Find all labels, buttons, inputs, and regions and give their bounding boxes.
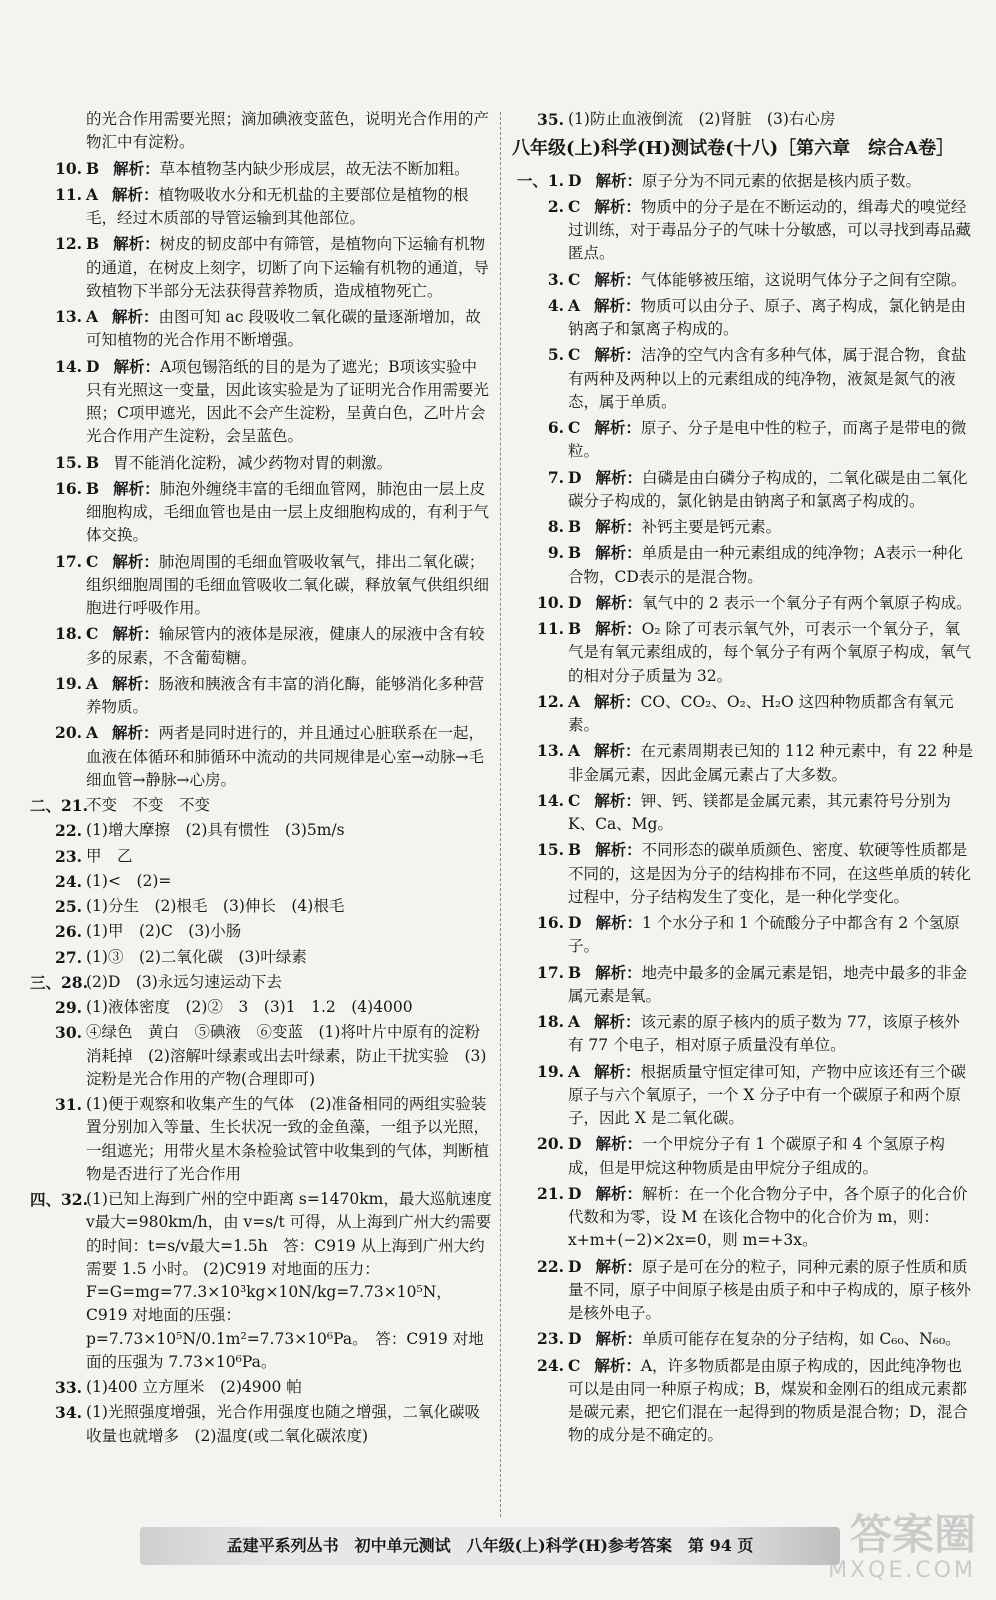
- answer-item: [30, 794, 492, 817]
- watermark-title: 答案圈: [849, 1510, 976, 1559]
- answer-text: 树皮的韧皮部中有筛管，是植物向下运输有机物的通道，在树皮上刻字，切断了向下运输有机物的通道，导致植物下半部分无法获得营养物质，造成植物死亡。: [86, 235, 490, 300]
- answer-text: 物质中的分子是在不断运动的，缉毒犬的嗅觉经过训练，对于毒品分子的气味十分敏感，可以寻找到毒品藏匿点。: [568, 197, 972, 263]
- answer-text: 原子分为不同元素的依据是核内质子数。: [641, 171, 921, 190]
- answer-text: 钾、钙、镁都是金属元素，其元素符号分别为 K、Ca、Mg。: [568, 791, 951, 833]
- analysis-label: 解析：: [112, 184, 159, 204]
- answer-item: [512, 195, 974, 266]
- answer-body: [86, 1021, 492, 1091]
- answer-text: A，许多物质都是由原子构成的，因此纯净物也可以是由同一种原子构成；B，煤炭和金刚石的组成元素都是碳元素，把它们混在一起得到的物质是混合物；D，混合物的成分是不确定的。: [568, 1356, 968, 1445]
- answer-body: [86, 355, 492, 449]
- answer-text: 肺泡外缠绕丰富的毛细血管网，肺泡由一层上皮细胞构成，毛细血管也是由一层上皮细胞构成的，有利于气体交换。: [86, 479, 490, 545]
- answer-text: 洁净的空气内含有多种气体，属于混合物，食盐有两种及两种以上的元素组成的纯净物，液氮是氮气的液态，属于单质。: [568, 346, 967, 411]
- answer-body: [86, 819, 492, 842]
- question-number: 10.: [537, 592, 564, 612]
- question-number: 15.: [537, 840, 564, 860]
- question-number: 22.: [55, 821, 82, 841]
- answer-item: [512, 591, 974, 615]
- question-number: 30.: [55, 1023, 82, 1043]
- question-number: 16.: [537, 913, 564, 932]
- answer-text: 气体能够被压缩，这说明气体分子之间有空隙。: [640, 270, 967, 289]
- question-number: 23.: [55, 846, 82, 866]
- analysis-label: 解析：: [595, 592, 642, 612]
- answer-item: [30, 895, 492, 918]
- answer-body: [86, 1093, 492, 1186]
- answer-body: [568, 591, 974, 615]
- answer-choice: B: [568, 517, 582, 536]
- answer-body: [86, 477, 492, 548]
- question-number: 二、21.: [30, 796, 88, 815]
- question-number: 23.: [537, 1329, 564, 1349]
- answer-item: [512, 1132, 974, 1180]
- answer-item: [30, 1376, 492, 1399]
- answer-text: 在元素周期表已知的 112 种元素中，有 22 种是非金属元素，因此金属元素占了大多数。: [568, 742, 974, 784]
- answer-choice: A: [568, 1061, 581, 1081]
- question-number: 3.: [547, 269, 564, 289]
- answer-item: [30, 672, 492, 720]
- answer-text: (1)分生 (2)根毛 (3)伸长 (4)根毛: [86, 897, 345, 915]
- question-number: 三、28.: [30, 972, 88, 992]
- question-number: 6.: [547, 418, 564, 437]
- answer-item: [512, 169, 974, 193]
- answer-choice: A: [86, 723, 99, 743]
- answer-text: (1)便于观察和收集产生的气体 (2)准备相同的两组实验装置分别加入等量、生长状况一致的金鱼藻，一组予以光照，一组遮光；用带火星木条检验试管中收集到的气体，判断植物是否进行了光合作用: [86, 1095, 490, 1183]
- answer-text: 该元素的原子核内的质子数为 77，该原子核外有 77 个电子，相对原子质量没有单位。: [568, 1013, 960, 1055]
- question-number: 12.: [537, 691, 564, 711]
- answer-item: [30, 451, 492, 475]
- answer-choice: A: [86, 307, 99, 326]
- question-number: 17.: [537, 962, 564, 982]
- answer-text: 输尿管内的液体是尿液，健康人的尿液中含有较多的尿素，不含葡萄糖。: [86, 625, 485, 667]
- answer-text: (1)光照强度增强，光合作用强度也随之增强，二氧化碳吸收量也就增多 (2)温度(或二氧化碳浓度): [86, 1403, 480, 1445]
- answer-text: 根据质量守恒定律可知，产物中应该还有三个碳原子与六个氧原子，一个 X 分子中有一个碳原子和两个原子，因此 X 是二氧化碳。: [568, 1062, 967, 1127]
- answer-text: 由图可知 ac 段吸收二氧化碳的量逐渐增加，故可知植物的光合作用不断增强。: [86, 308, 481, 350]
- answer-body: [86, 946, 492, 969]
- answer-choice: D: [568, 170, 582, 190]
- question-number: 2.: [547, 196, 564, 216]
- analysis-label: 解析：: [594, 345, 641, 365]
- analysis-label: 解析：: [595, 619, 642, 638]
- answer-body: [86, 845, 492, 868]
- answer-body: [568, 515, 974, 539]
- answer-item: [512, 416, 974, 464]
- column-divider: [500, 112, 501, 1517]
- answer-text: 单质是由一种元素组成的纯净物；A表示一种化合物，CD表示的是混合物。: [568, 544, 963, 586]
- answer-body: [86, 157, 492, 181]
- answer-choice: A: [86, 673, 99, 693]
- answer-body: [568, 343, 974, 414]
- question-number: 一、1.: [516, 170, 564, 190]
- answer-item: [30, 157, 492, 181]
- question-number: 16.: [55, 478, 82, 498]
- question-number: 33.: [55, 1378, 82, 1397]
- answer-text: 地壳中最多的金属元素是铝，地壳中最多的非金属元素是氧。: [568, 963, 968, 1005]
- answer-item: [512, 466, 974, 514]
- answer-text: (1)增大摩擦 (2)具有惯性 (3)5m/s: [86, 821, 345, 840]
- continued-text: 的光合作用需要光照；滴加碘液变蓝色，说明光合作用的产物汇中有淀粉。: [86, 110, 490, 152]
- answer-item: [512, 108, 974, 131]
- answer-text: 单质可能存在复杂的分子结构，如 C₆₀、N₆₀。: [641, 1330, 961, 1349]
- analysis-label: 解析：: [595, 913, 642, 932]
- answer-choice: B: [568, 840, 582, 860]
- answer-item: [30, 477, 492, 548]
- question-number: 31.: [55, 1095, 82, 1114]
- answer-body: [86, 920, 492, 943]
- answer-text: 物质可以由分子、原子、离子构成，氯化钠是由钠离子和氯离子构成的。: [568, 296, 967, 338]
- answer-choice: C: [568, 1355, 581, 1375]
- answer-choice: C: [568, 345, 581, 365]
- answer-choice: D: [86, 356, 100, 376]
- answer-choice: A: [86, 184, 99, 204]
- question-number: 11.: [537, 619, 564, 638]
- answer-choice: D: [568, 1134, 582, 1154]
- answer-item: [512, 541, 974, 589]
- answer-body: [568, 1255, 974, 1326]
- analysis-label: 解析：: [113, 158, 160, 178]
- answer-item: [512, 789, 974, 837]
- analysis-label: 解析：: [594, 1012, 641, 1031]
- question-number: 5.: [547, 345, 564, 365]
- answer-body: [86, 672, 492, 720]
- answer-choice: C: [86, 551, 99, 571]
- analysis-label: 解析：: [594, 418, 641, 437]
- answer-choice: A: [568, 1012, 581, 1031]
- answer-text: CO、CO₂、O₂、H₂O 这四种物质都含有氧元素。: [568, 692, 954, 734]
- analysis-label: 解析：: [594, 269, 641, 289]
- answer-choice: C: [568, 269, 581, 289]
- answer-item: [512, 343, 974, 414]
- answer-text: 肺泡周围的毛细血管吸收氧气，排出二氧化碳；组织细胞周围的毛细血管吸收二氧化碳，释放氧气供组织细胞进行呼吸作用。: [86, 552, 490, 617]
- answer-choice: B: [86, 478, 100, 498]
- answer-body: [568, 1327, 974, 1351]
- question-number: 9.: [547, 543, 564, 563]
- watermark-url: MXQE.COM: [828, 1558, 976, 1583]
- answer-item: [30, 183, 492, 231]
- question-number: 24.: [537, 1355, 564, 1375]
- question-number: 25.: [55, 897, 82, 916]
- answer-choice: C: [568, 790, 581, 810]
- answer-choice: D: [568, 1329, 582, 1349]
- question-number: 12.: [55, 234, 82, 254]
- answer-choice: B: [568, 619, 582, 638]
- answer-body: [86, 622, 492, 670]
- answer-item: [30, 946, 492, 969]
- answer-item: [30, 1188, 492, 1374]
- answer-choice: A: [568, 741, 581, 761]
- question-number: 29.: [55, 998, 82, 1017]
- answer-choice: B: [86, 234, 100, 254]
- answer-item: [30, 355, 492, 449]
- question-number: 20.: [55, 723, 82, 743]
- answer-choice: B: [568, 543, 582, 563]
- analysis-label: 解析：: [595, 467, 642, 487]
- answer-body: [86, 183, 492, 231]
- answer-item: [30, 1401, 492, 1448]
- answer-choice: C: [568, 196, 581, 216]
- answer-body: [86, 232, 492, 303]
- answer-text: 1 个水分子和 1 个硫酸分子中都含有 2 个氢原子。: [568, 914, 960, 956]
- answer-text: (1)防止血液倒流 (2)肾脏 (3)右心房: [568, 110, 836, 128]
- answer-item: [512, 690, 974, 738]
- answer-item: [30, 721, 492, 792]
- analysis-label: 解析：: [594, 741, 641, 761]
- analysis-label: 解析：: [594, 295, 641, 315]
- question-number: 13.: [55, 307, 82, 326]
- analysis-label: 解析：: [595, 1329, 642, 1349]
- answer-choice: C: [86, 624, 99, 644]
- question-number: 18.: [537, 1012, 564, 1031]
- answer-body: [568, 617, 974, 688]
- answer-item: [512, 617, 974, 688]
- answer-body: [568, 1132, 974, 1180]
- analysis-label: 解析：: [594, 1355, 641, 1375]
- answer-choice: B: [86, 158, 100, 178]
- answer-item: [512, 739, 974, 787]
- analysis-label: 解析：: [595, 517, 642, 536]
- answer-text: (1)③ (2)二氧化碳 (3)叶绿素: [86, 947, 307, 966]
- answer-choice: A: [568, 691, 581, 711]
- analysis-label: 解析：: [112, 551, 159, 571]
- answer-text: 原子是可在分的粒子，同种元素的原子性质和质量不同，原子中间原子核是由质子和中子构成的，原子核外是核外电子。: [568, 1257, 972, 1322]
- answer-text: 不同形态的碳单质颜色、密度、软硬等性质都是不同的，这是因为分子的结构排布不同，在这些单质的转化过程中，分子结构发生了变化，是一种化学变化。: [568, 841, 972, 906]
- analysis-label: 解析：: [594, 691, 641, 711]
- analysis-label: 解析：: [595, 1134, 642, 1154]
- analysis-label: 解析：: [112, 723, 159, 743]
- answer-body: [86, 996, 492, 1019]
- analysis-label: 解析：: [112, 307, 159, 326]
- answer-body: [568, 911, 974, 959]
- answer-text: ④绿色 黄白 ⑤碘液 ⑥变蓝 (1)将叶片中原有的淀粉消耗掉 (2)溶解叶绿素或出去叶绿素，防止干扰实验 (3)淀粉是光合作用的产物(合理即可): [86, 1023, 487, 1088]
- answer-choice: D: [568, 592, 582, 612]
- answer-item: [30, 870, 492, 893]
- answer-item: [30, 819, 492, 842]
- answer-body: [568, 541, 974, 589]
- answer-body: [568, 961, 974, 1009]
- answer-text: (1)< (2)=: [86, 871, 172, 890]
- answer-text: 白磷是由白磷分子构成的，二氧化碳是由二氧化碳分子构成的，氯化钠是由钠离子和氯离子构成的。: [568, 468, 968, 510]
- answer-item: [512, 1060, 974, 1131]
- analysis-label: 解析：: [594, 1061, 641, 1081]
- answer-body: [86, 895, 492, 918]
- answer-item: [512, 1010, 974, 1058]
- answer-body: [568, 690, 974, 738]
- answer-choice: D: [568, 467, 582, 487]
- answer-text: 一个甲烷分子有 1 个碳原子和 4 个氢原子构成，但是甲烷这种物质是由甲烷分子组成的。: [568, 1135, 945, 1177]
- answer-item: [30, 845, 492, 868]
- question-number: 10.: [55, 158, 82, 178]
- answer-text: (1)已知上海到广州的空中距离 s=1470km，最大巡航速度 v最大=980km/h，由 v=s/t 可得，从上海到广州大约需要的时间：t=s/v最大=1.5h 答：C919 从上海到广州大约需要 1.5 小时。 (2)C919 对地面的压力：F=G=mg=77.3×10³kg×10N/kg=7.73×10⁵N，C919 对地面的压强：p=7.73×10⁵N/0.1m²=7.73×10⁶Pa。 答：C919 对地面的压强为 7.73×10⁶Pa。: [86, 1190, 492, 1371]
- answer-item: [512, 1182, 974, 1253]
- question-number: 7.: [547, 467, 564, 487]
- answer-item: [512, 961, 974, 1009]
- answer-body: [568, 169, 974, 193]
- question-number: 四、32.: [30, 1190, 88, 1209]
- answer-item: [512, 1327, 974, 1351]
- answer-item: [30, 232, 492, 303]
- answer-item: [512, 911, 974, 959]
- answer-choice: C: [568, 418, 581, 437]
- question-number: 4.: [547, 295, 564, 315]
- right-column: [512, 108, 974, 1450]
- analysis-label: 解析：: [594, 196, 641, 216]
- answer-body: [86, 721, 492, 792]
- answer-item: [512, 838, 974, 909]
- answer-body: [568, 1354, 974, 1448]
- answer-choice: D: [568, 913, 582, 932]
- answer-text: 补钙主要是钙元素。: [641, 518, 782, 536]
- question-number: 8.: [547, 517, 564, 536]
- answer-choice: D: [568, 1183, 582, 1203]
- answer-body: [568, 739, 974, 787]
- answer-body: [86, 1376, 492, 1399]
- answer-body: [568, 466, 974, 514]
- question-number: 22.: [537, 1256, 564, 1276]
- answer-choice: A: [568, 295, 581, 315]
- answer-item: [30, 920, 492, 943]
- question-number: 20.: [537, 1134, 564, 1154]
- question-number: 35.: [537, 110, 564, 129]
- analysis-label: 解析：: [112, 673, 159, 693]
- answer-text: (1)甲 (2)C (3)小肠: [86, 922, 242, 941]
- answer-item: [30, 622, 492, 670]
- answer-body: [568, 1010, 974, 1058]
- answer-item: [512, 1354, 974, 1448]
- page-footer: 孟建平系列丛书 初中单元测试 八年级(上)科学(H)参考答案 第 94 页: [140, 1527, 840, 1565]
- answer-item: [30, 550, 492, 621]
- question-number: 27.: [55, 947, 82, 967]
- answer-text: 氧气中的 2 表示一个氧分子有两个氧原子构成。: [641, 593, 972, 612]
- answer-text: 肠液和胰液含有丰富的消化酶，能够消化多种营养物质。: [86, 674, 485, 716]
- answer-body: [568, 1060, 974, 1131]
- watermark-logo: [806, 1512, 976, 1592]
- answer-body: [568, 416, 974, 464]
- answer-text: A项包锡箔纸的目的是为了遮光；B项该实验中只有光照这一变量，因此该实验是为了证明光合作用需要光照；C项甲遮光，因此不会产生淀粉，呈黄白色，乙叶片会光合作用产生淀粉，会呈蓝色。: [86, 357, 490, 446]
- answer-item: [512, 1255, 974, 1326]
- answer-body: [568, 268, 974, 292]
- analysis-label: 解析：: [595, 1256, 642, 1276]
- answer-text: 草本植物茎内缺少形成层，故无法不断加粗。: [159, 159, 470, 178]
- analysis-label: 解析：: [113, 234, 160, 254]
- answer-item: [512, 294, 974, 342]
- answer-body: [86, 451, 492, 475]
- answer-choice: B: [86, 452, 100, 472]
- answer-body: [86, 870, 492, 893]
- question-number: 13.: [537, 741, 564, 761]
- answer-item: [512, 515, 974, 539]
- answer-choice: B: [568, 962, 582, 982]
- analysis-label: 解析：: [595, 1183, 642, 1203]
- answer-body: [86, 794, 492, 817]
- answer-item: [30, 971, 492, 994]
- analysis-label: 解析：: [594, 790, 641, 810]
- answer-text: O₂ 除了可表示氧气外，可表示一个氧分子，氧气是有氧元素组成的，每个氧分子有两个氧原子构成，氧气的相对分子质量为 32。: [568, 620, 972, 685]
- answer-item: [30, 996, 492, 1019]
- analysis-label: 解析：: [113, 478, 160, 498]
- answer-item: [30, 1093, 492, 1186]
- answer-body: [568, 294, 974, 342]
- answer-body: [568, 195, 974, 266]
- answer-text: 甲 乙: [86, 846, 133, 865]
- answer-body: [86, 971, 492, 994]
- answer-text: (1)液体密度 (2)② 3 (3)1 1.2 (4)4000: [86, 998, 413, 1016]
- answer-body: [86, 1401, 492, 1448]
- answer-text: (1)400 立方厘米 (2)4900 帕: [86, 1378, 302, 1396]
- answer-text: 原子、分子是电中性的粒子，而离子是带电的微粒。: [568, 419, 967, 461]
- question-number: 19.: [55, 673, 82, 693]
- question-number: 14.: [55, 356, 82, 376]
- answer-text: 两者是同时进行的，并且通过心脏联系在一起，血液在体循环和肺循环中流动的共同规律是心室→动脉→毛细血管→静脉→心房。: [86, 724, 485, 789]
- question-number: 24.: [55, 871, 82, 891]
- answer-text: 植物吸收水分和无机盐的主要部位是植物的根毛，经过木质部的导管运输到其他部位。: [86, 185, 469, 227]
- answer-text: 不变 不变 不变: [86, 796, 211, 814]
- question-number: 19.: [537, 1061, 564, 1081]
- answer-item: [512, 268, 974, 292]
- answer-item: [30, 305, 492, 353]
- answer-body: [568, 838, 974, 909]
- question-number: 17.: [55, 551, 82, 571]
- question-number: 34.: [55, 1403, 82, 1423]
- analysis-label: 解析：: [112, 624, 159, 644]
- answer-body: [86, 305, 492, 353]
- analysis-label: 解析：: [595, 962, 642, 982]
- question-number: 26.: [55, 922, 82, 942]
- answer-body: [568, 108, 974, 131]
- question-number: 15.: [55, 452, 82, 472]
- section-title: 八年级(上)科学(H)测试卷(十八)［第六章 综合A卷］: [512, 138, 955, 160]
- answer-choice: D: [568, 1256, 582, 1276]
- answer-text: (2)D (3)永远匀速运动下去: [86, 972, 282, 991]
- question-number: 11.: [55, 184, 82, 204]
- answer-body: [86, 550, 492, 621]
- answer-text: 解析：在一个化合物分子中，各个原子的化合价代数和为零，设 M 在该化合物中的化合价为 m，则：x+m+(−2)×2x=0，则 m=+3x。: [568, 1184, 968, 1250]
- answer-body: [568, 1182, 974, 1253]
- question-number: 21.: [537, 1183, 564, 1203]
- question-number: 14.: [537, 790, 564, 810]
- question-number: 18.: [55, 624, 82, 644]
- answer-body: [86, 1188, 492, 1374]
- analysis-label: 解析：: [595, 840, 642, 860]
- left-column: [30, 108, 492, 1450]
- analysis-label: 解析：: [113, 356, 160, 376]
- answer-body: [568, 789, 974, 837]
- answer-item: [30, 1021, 492, 1091]
- analysis-label: 解析：: [595, 543, 642, 563]
- answer-text: 胃不能消化淀粉，减少药物对胃的刺激。: [113, 453, 393, 472]
- analysis-label: 解析：: [595, 170, 642, 190]
